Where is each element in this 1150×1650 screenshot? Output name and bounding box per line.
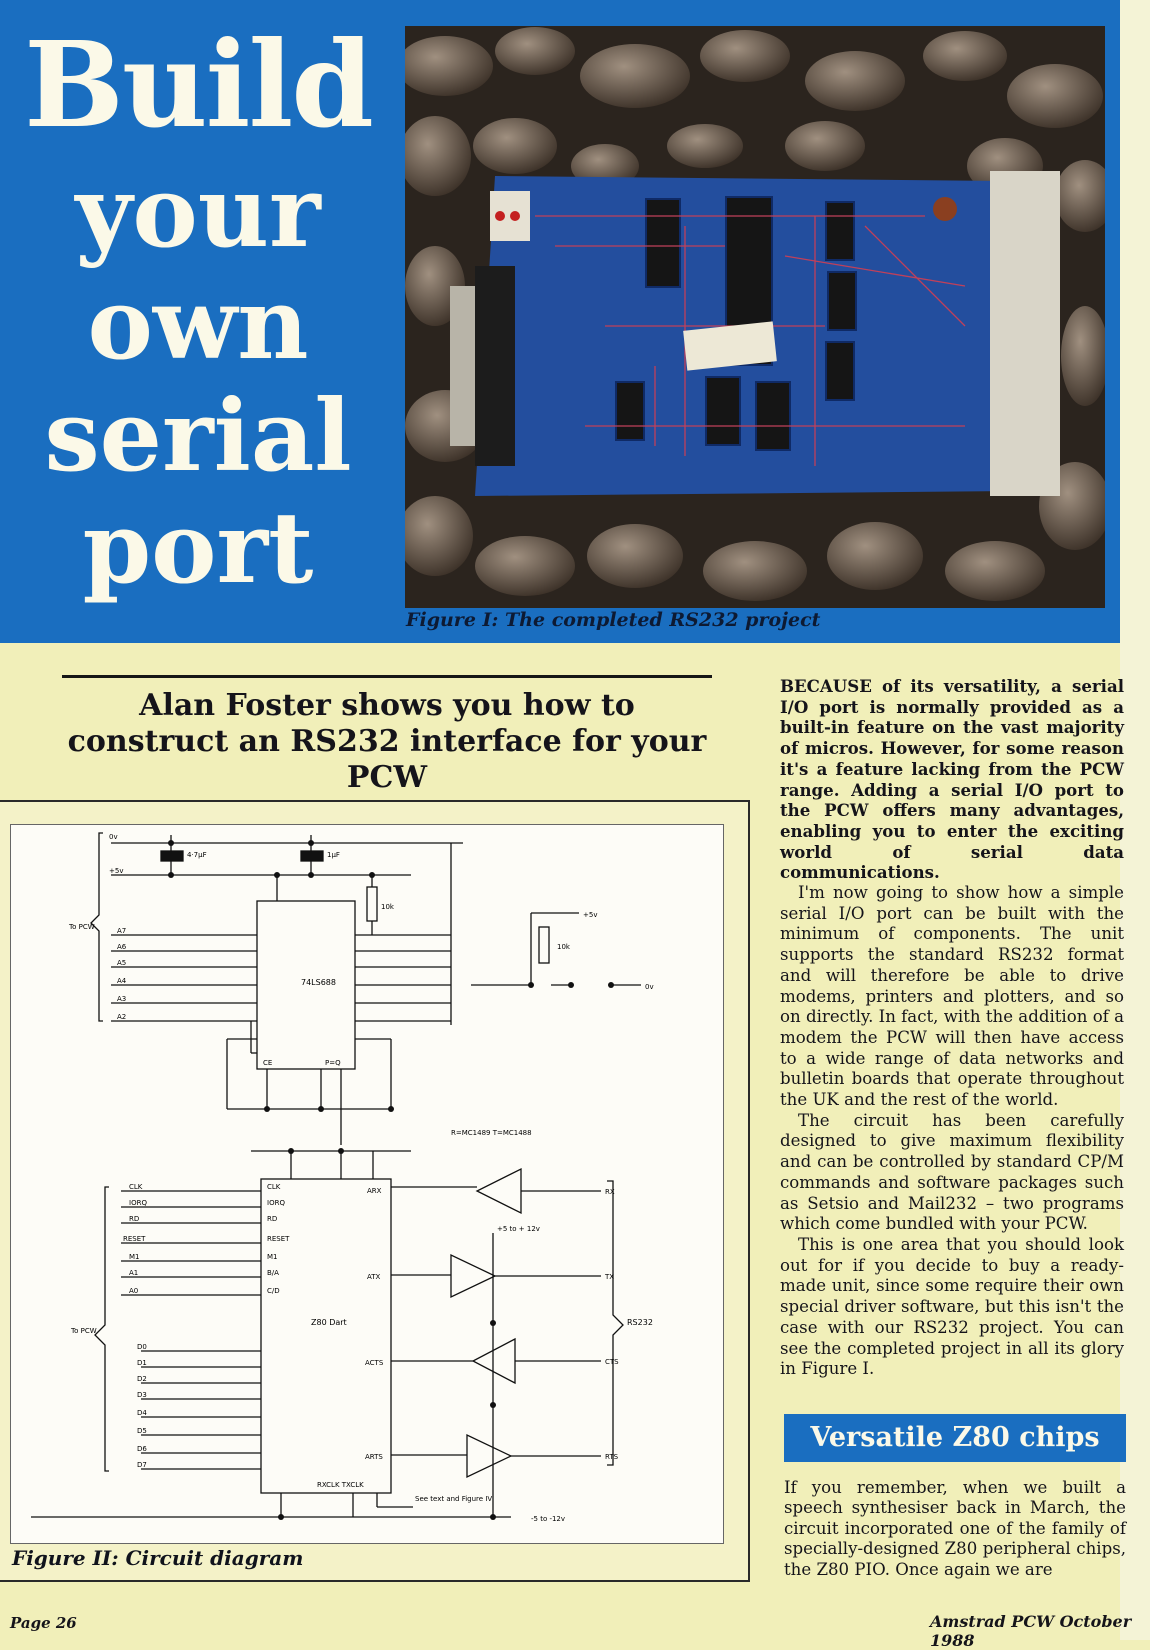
figure-1-caption: Figure I: The completed RS232 project bbox=[406, 609, 821, 631]
data-label: D3 bbox=[137, 1391, 147, 1399]
cap1-label: 4·7μF bbox=[187, 851, 207, 859]
page-edge bbox=[1120, 0, 1150, 1640]
dart-out: ARTS bbox=[365, 1453, 383, 1461]
headline-line: port bbox=[82, 491, 314, 606]
plus5-right-label: +5v bbox=[583, 911, 598, 919]
bus-label: RESET bbox=[123, 1235, 146, 1243]
dart-pin: M1 bbox=[267, 1253, 278, 1261]
dart-out: ACTS bbox=[365, 1359, 384, 1367]
bus-label: CLK bbox=[129, 1183, 143, 1191]
rs232-signal: RX bbox=[605, 1188, 615, 1196]
data-label: D0 bbox=[137, 1343, 147, 1351]
plus5-label: +5v bbox=[109, 867, 124, 875]
paragraph: BECAUSE of its versatility, a serial I/O port is normally provided as a built-in feature on the vast majority of micros. However, for some reason it's a feature lacking from the PCW range. Adding a serial I/O port to the PCW offers many advantages, enabling you to enter the exciting world of serial data communications. bbox=[780, 676, 1124, 883]
article-body bbox=[780, 676, 1124, 1380]
rs232-signal: TX bbox=[605, 1273, 615, 1281]
dart-clk: RXCLK TXCLK bbox=[317, 1481, 364, 1489]
data-label: D7 bbox=[137, 1461, 147, 1469]
headline-line: Build bbox=[24, 15, 372, 154]
rs232-signal: RTS bbox=[605, 1453, 619, 1461]
to-pcw-label-1: To PCW bbox=[69, 923, 95, 931]
ic-legend: R=MC1489 T=MC1488 bbox=[451, 1129, 532, 1137]
figure-2-caption: Figure II: Circuit diagram bbox=[12, 1546, 304, 1570]
addr-label: A4 bbox=[117, 977, 127, 985]
data-label: D5 bbox=[137, 1427, 147, 1435]
dart-pin: C/D bbox=[267, 1287, 280, 1295]
headline-line: own bbox=[87, 267, 309, 382]
bus-label: A0 bbox=[129, 1287, 139, 1295]
paragraph: The circuit has been carefully designed to give maximum flexibility and can be controlled by standard CP/M commands and software packages such as Setsio and Mail232 – two programs which come bundled with your PCW. bbox=[780, 1110, 1124, 1234]
dart-pin: RD bbox=[267, 1215, 278, 1223]
dart-pin: CLK bbox=[267, 1183, 281, 1191]
dart-out: ATX bbox=[367, 1273, 381, 1281]
to-pcw-label-2: To PCW bbox=[71, 1327, 97, 1335]
dart-label: Z80 Dart bbox=[311, 1318, 347, 1327]
circuit-diagram bbox=[10, 824, 724, 1544]
data-label: D1 bbox=[137, 1359, 147, 1367]
page-number: Page 26 bbox=[10, 1614, 77, 1632]
headline bbox=[14, 10, 382, 606]
dart-pin: IORQ bbox=[267, 1199, 285, 1207]
data-label: D2 bbox=[137, 1375, 147, 1383]
data-label: D4 bbox=[137, 1409, 147, 1417]
bus-label: M1 bbox=[129, 1253, 140, 1261]
zero-right-label: 0v bbox=[645, 983, 654, 991]
section-heading: Versatile Z80 chips bbox=[784, 1414, 1126, 1462]
addr-label: A5 bbox=[117, 959, 127, 967]
bus-label: RD bbox=[129, 1215, 140, 1223]
bus-label: IORQ bbox=[129, 1199, 147, 1207]
res2-label: 10k bbox=[557, 943, 570, 951]
res1-label: 10k bbox=[381, 903, 394, 911]
zero-volt-label: 0v bbox=[109, 833, 118, 841]
article-body-continued: If you remember, when we built a speech synthesiser back in March, the circuit incorporated one of the family of specially-designed Z80 peripheral chips, the Z80 PIO. Once again we are bbox=[784, 1478, 1126, 1579]
cap2-label: 1μF bbox=[327, 851, 340, 859]
magazine-issue: Amstrad PCW October 1988 bbox=[930, 1612, 1132, 1650]
see-text-note: See text and Figure IV bbox=[415, 1495, 493, 1503]
dart-pin: RESET bbox=[267, 1235, 290, 1243]
circuit-board-photo bbox=[405, 26, 1105, 608]
bus-label: A1 bbox=[129, 1269, 139, 1277]
addr-label: A2 bbox=[117, 1013, 127, 1021]
chip1-ce: CE bbox=[263, 1059, 273, 1067]
headline-line: your bbox=[75, 155, 321, 270]
supply-pos: +5 to + 12v bbox=[497, 1225, 540, 1233]
addr-label: A6 bbox=[117, 943, 127, 951]
rs232-signal: CTS bbox=[605, 1358, 619, 1366]
project-photo bbox=[405, 26, 1105, 608]
addr-label: A3 bbox=[117, 995, 127, 1003]
paragraph: I'm now going to show how a simple serial I/O port can be built with the minimum of components. The unit supports the standard RS232 format and will therefore be able to drive modems, printers and plotters, and so on directly. In fact, with the addition of a modem the PCW will then have access to a wide range of data networks and bulletin boards that operate throughout the UK and the rest of the world. bbox=[780, 883, 1124, 1110]
addr-label: A7 bbox=[117, 927, 127, 935]
supply-neg: -5 to -12v bbox=[531, 1515, 566, 1523]
rs232-label: RS232 bbox=[627, 1318, 653, 1327]
standfirst: Alan Foster shows you how to construct an RS232 interface for your PCW bbox=[62, 675, 712, 809]
chip1-label: 74LS688 bbox=[301, 978, 336, 987]
chip1-pq: P=Q bbox=[325, 1059, 341, 1067]
dart-pin: B/A bbox=[267, 1269, 279, 1277]
headline-line: serial bbox=[44, 379, 352, 494]
paragraph: This is one area that you should look out for if you decide to buy a ready-made unit, since some require their own special driver software, but this isn't the case with our RS232 project. You can see the completed project in all its glory in Figure I. bbox=[780, 1234, 1124, 1379]
dart-out: ARX bbox=[367, 1187, 382, 1195]
data-label: D6 bbox=[137, 1445, 147, 1453]
circuit-schematic bbox=[11, 825, 723, 1543]
